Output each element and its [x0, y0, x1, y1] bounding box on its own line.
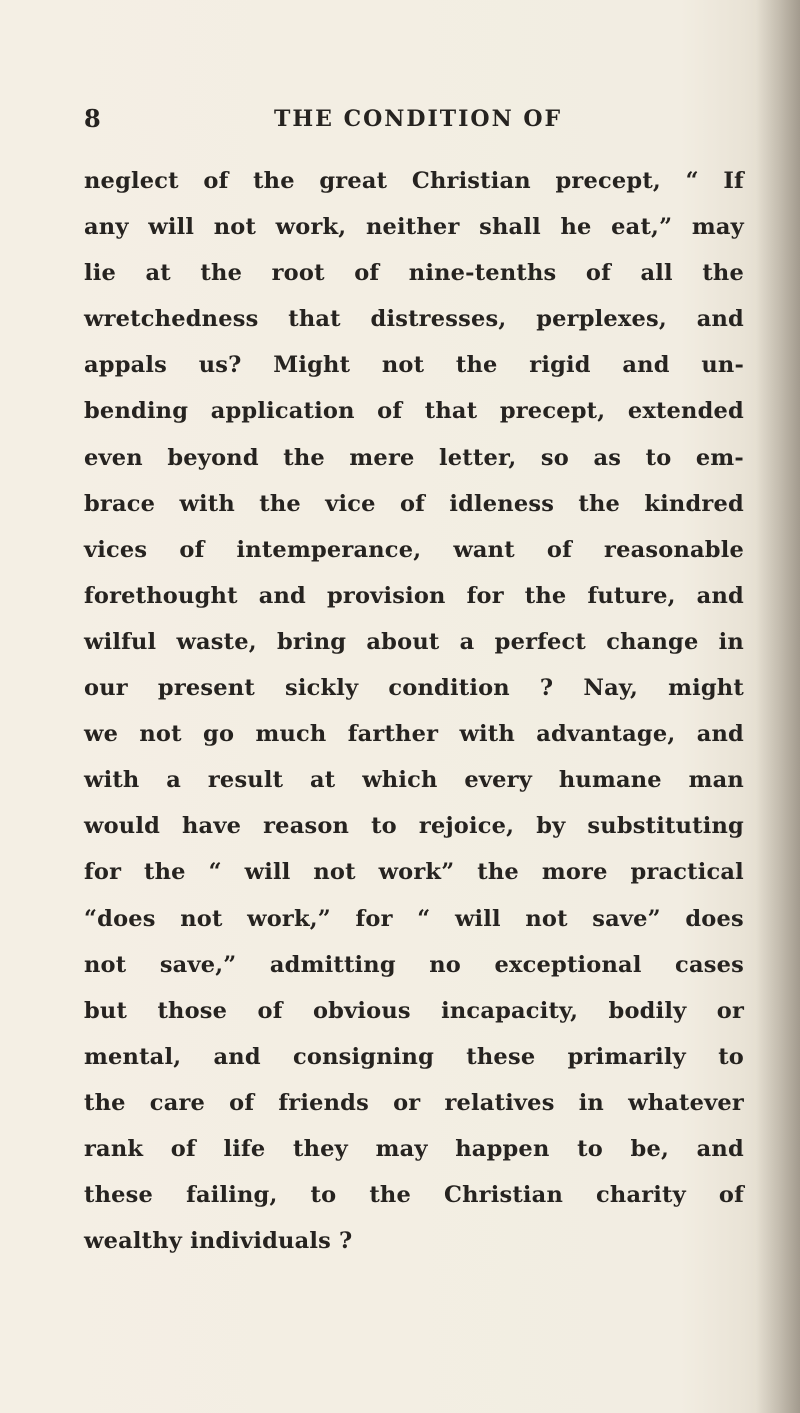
text-line: “does not work,” for “ will not save” does — [84, 905, 744, 932]
text-line: would have reason to rejoice, by substituting — [84, 813, 744, 840]
text-line: neglect of the great Christian precept, “ If — [84, 168, 744, 194]
text-line: forethought and provision for the future, and — [84, 582, 744, 609]
page-number: 8 — [84, 104, 102, 133]
text-line: appals us? Might not the rigid and un- — [84, 352, 744, 379]
text-line: wilful waste, bring about a perfect change in — [84, 628, 744, 655]
page-gutter-shadow — [756, 0, 800, 1413]
text-line: for the “ will not work” the more practical — [84, 859, 744, 886]
text-line: vices of intemperance, want of reasonable — [84, 536, 744, 563]
text-line: our present sickly condition ? Nay, might — [84, 675, 744, 702]
text-line: rank of life they may happen to be, and — [84, 1135, 744, 1162]
text-line: bending application of that precept, extended — [84, 398, 744, 425]
text-line: even beyond the mere letter, so as to em- — [84, 444, 744, 471]
text-line: but those of obvious incapacity, bodily or — [84, 997, 744, 1024]
text-line: brace with the vice of idleness the kindred — [84, 490, 744, 517]
body-text — [84, 158, 744, 1264]
text-line: any will not work, neither shall he eat,” may — [84, 214, 744, 241]
text-line: mental, and consigning these primarily to — [84, 1043, 744, 1070]
text-line: not save,” admitting no exceptional cases — [84, 951, 744, 978]
text-line: wealthy individuals ? — [84, 1228, 353, 1255]
text-line: these failing, to the Christian charity of — [84, 1182, 744, 1209]
text-line: lie at the root of nine-tenths of all the — [84, 260, 744, 287]
text-line: we not go much farther with advantage, and — [84, 721, 744, 748]
running-head: THE CONDITION OF — [274, 106, 563, 132]
page-header — [84, 104, 724, 144]
text-line: with a result at which every humane man — [84, 767, 744, 794]
text-line: wretchedness that distresses, perplexes, and — [84, 306, 744, 333]
text-line: the care of friends or relatives in whatever — [84, 1089, 744, 1116]
